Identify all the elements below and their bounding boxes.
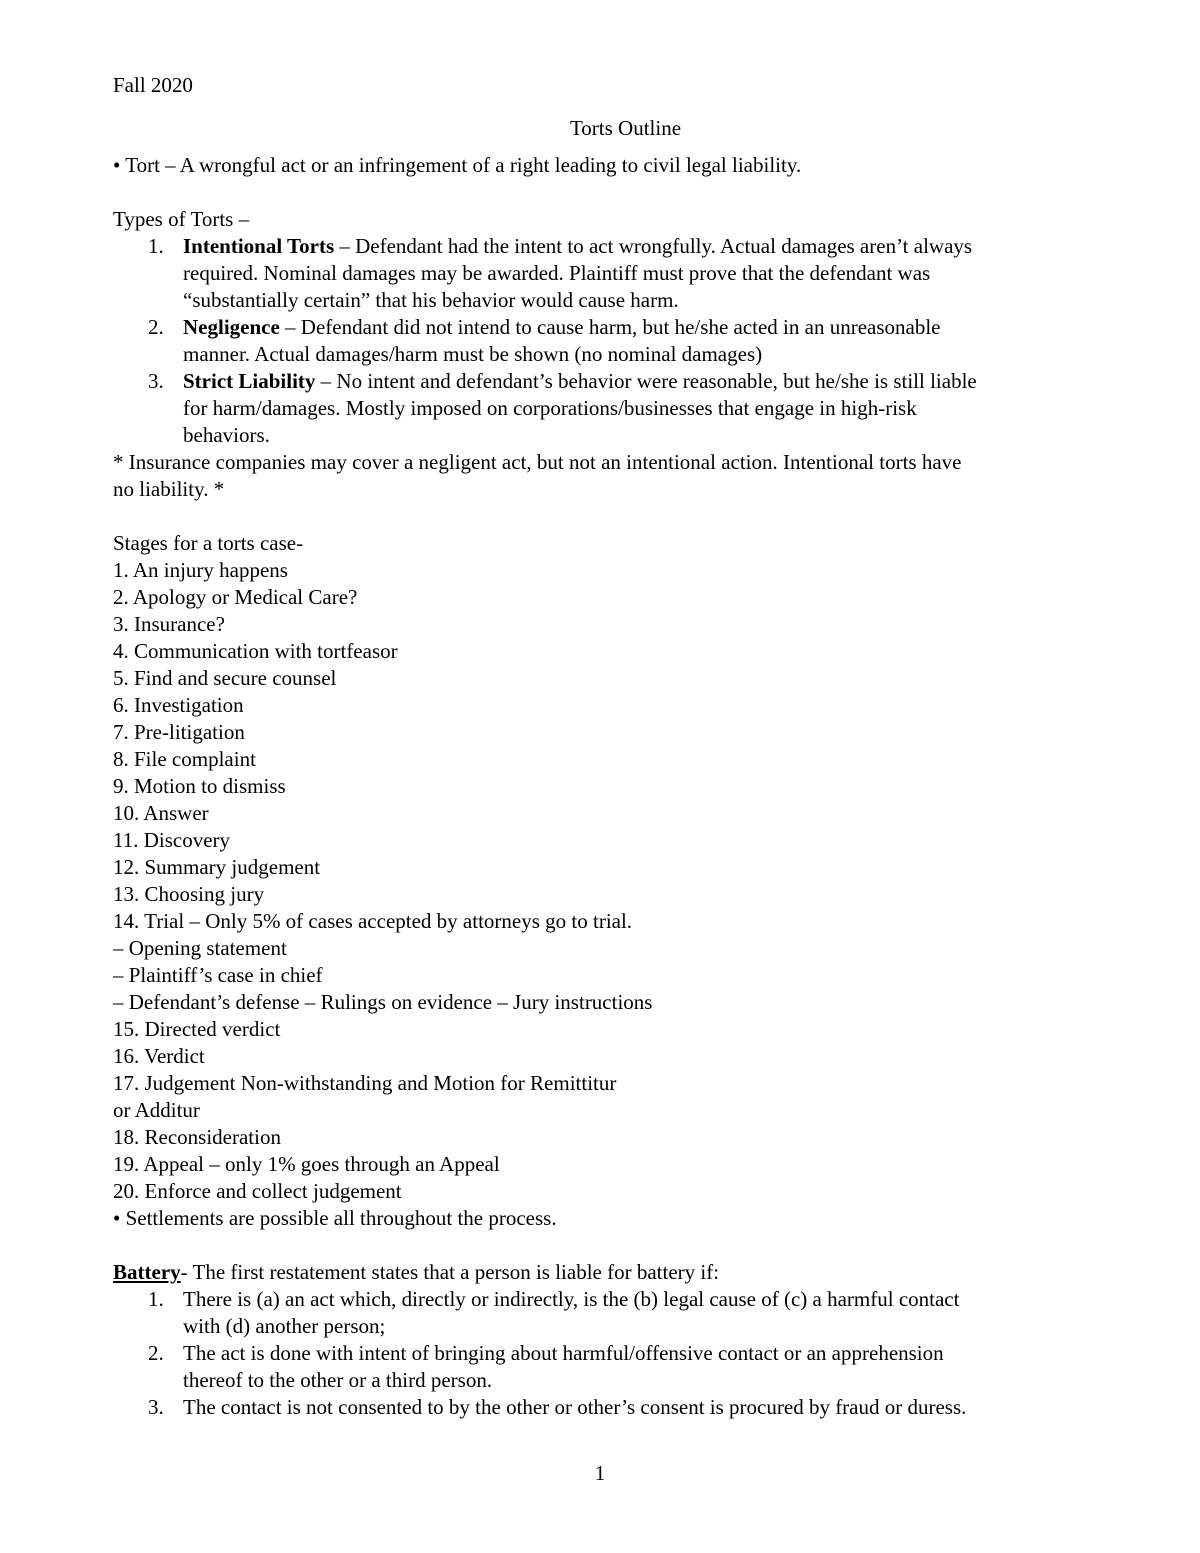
stage-item: 11. Discovery [113, 828, 231, 852]
battery-text: The contact is not consented to by the other or other’s consent is procured by fraud or duress. [183, 1395, 967, 1419]
battery-text: The act is done with intent of bringing about harmful/offensive contact or an apprehension [183, 1341, 944, 1365]
type-text: required. Nominal damages may be awarded. Plaintiff must prove that the defendant was [183, 261, 931, 285]
type-text: for harm/damages. Mostly imposed on corporations/businesses that engage in high-risk [183, 396, 917, 420]
type-term: Negligence [183, 315, 280, 339]
battery-heading [113, 1259, 1078, 1286]
stage-item: 9. Motion to dismiss [113, 774, 286, 798]
stages-heading: Stages for a torts case- [113, 531, 304, 555]
stage-item: 2. Apology or Medical Care? [113, 585, 358, 609]
document-page [113, 72, 1078, 1421]
type-text: – No intent and defendant’s behavior were reasonable, but he/she is still liable [315, 369, 977, 393]
stage-item: – Defendant’s defense – Rulings on evidence – Jury instructions [113, 990, 653, 1014]
type-item-negligence [113, 314, 1078, 368]
types-heading: Types of Torts – [113, 207, 250, 231]
list-number: 3. [148, 1395, 164, 1419]
stage-item: 10. Answer [113, 801, 209, 825]
stage-item: 20. Enforce and collect judgement [113, 1179, 402, 1203]
semester-label: Fall 2020 [113, 73, 193, 97]
insurance-note: no liability. * [113, 477, 225, 501]
stages-list [113, 557, 1078, 1232]
stage-item: 1. An injury happens [113, 558, 288, 582]
types-list [113, 233, 1078, 449]
list-number: 2. [148, 1341, 164, 1365]
stage-item: – Plaintiff’s case in chief [113, 963, 323, 987]
type-item-strict-liability [113, 368, 1078, 449]
stage-item: 7. Pre-litigation [113, 720, 245, 744]
type-text: – Defendant had the intent to act wrongfully. Actual damages aren’t always [334, 234, 973, 258]
stage-item: 3. Insurance? [113, 612, 225, 636]
battery-text: thereof to the other or a third person. [183, 1368, 493, 1392]
stage-item: 8. File complaint [113, 747, 256, 771]
battery-intro: - The first restatement states that a person is liable for battery if: [180, 1260, 720, 1284]
battery-text: There is (a) an act which, directly or indirectly, is the (b) legal cause of (c) a harmful contact [183, 1287, 960, 1311]
stage-item: or Additur [113, 1098, 200, 1122]
stage-item: 13. Choosing jury [113, 882, 265, 906]
stage-item: 6. Investigation [113, 693, 244, 717]
stage-item: 15. Directed verdict [113, 1017, 281, 1041]
battery-item [113, 1340, 1078, 1394]
battery-term: Battery [113, 1260, 181, 1284]
stage-item: 12. Summary judgement [113, 855, 321, 879]
page-number: 1 [594, 1461, 606, 1485]
tort-definition: • Tort – A wrongful act or an infringement of a right leading to civil legal liability. [113, 153, 802, 177]
stage-item: – Opening statement [113, 936, 287, 960]
stage-item: 19. Appeal – only 1% goes through an Appeal [113, 1152, 500, 1176]
type-text: behaviors. [183, 423, 270, 447]
stage-item: 18. Reconsideration [113, 1125, 281, 1149]
type-text: manner. Actual damages/harm must be shown (no nominal damages) [183, 342, 763, 366]
type-text: – Defendant did not intend to cause harm, but he/she acted in an unreasonable [279, 315, 941, 339]
stage-item: 5. Find and secure counsel [113, 666, 337, 690]
stage-item: • Settlements are possible all throughout the process. [113, 1206, 557, 1230]
list-number: 3. [148, 369, 164, 393]
type-term: Intentional Torts [183, 234, 335, 258]
type-term: Strict Liability [183, 369, 316, 393]
type-text: “substantially certain” that his behavior would cause harm. [183, 288, 679, 312]
stage-item: 16. Verdict [113, 1044, 205, 1068]
page-footer [0, 1460, 1200, 1487]
stage-item: 4. Communication with tortfeasor [113, 639, 398, 663]
list-number: 1. [148, 1287, 164, 1311]
stage-item: 17. Judgement Non-withstanding and Motion for Remittitur [113, 1071, 617, 1095]
list-number: 2. [148, 315, 164, 339]
document-title: Torts Outline [569, 116, 682, 140]
battery-list [113, 1286, 1078, 1421]
insurance-note: * Insurance companies may cover a negligent act, but not an intentional action. Intentional torts have [113, 450, 962, 474]
battery-text: with (d) another person; [183, 1314, 386, 1338]
battery-item [113, 1394, 1078, 1421]
battery-item [113, 1286, 1078, 1340]
list-number: 1. [148, 234, 164, 258]
type-item-intentional [113, 233, 1078, 314]
stage-item: 14. Trial – Only 5% of cases accepted by attorneys go to trial. [113, 909, 633, 933]
